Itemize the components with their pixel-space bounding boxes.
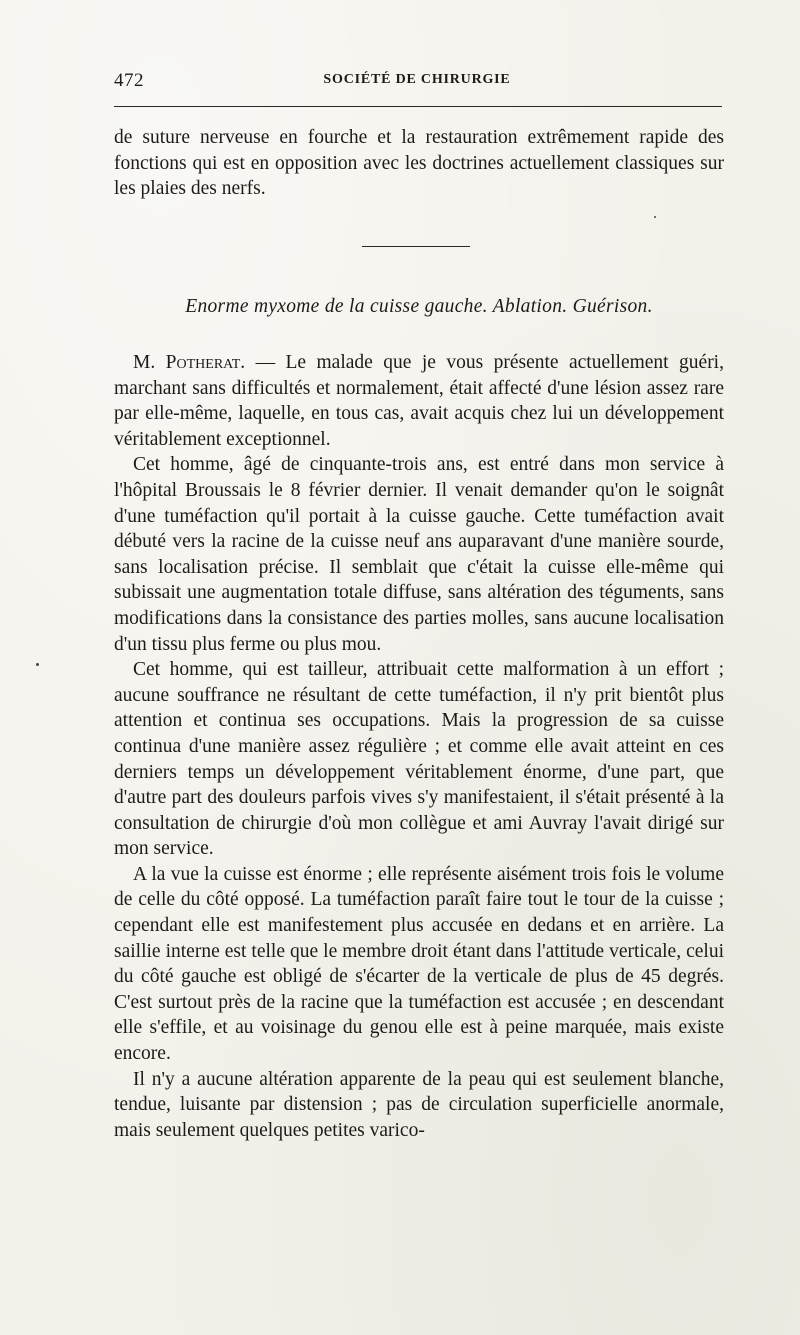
header-rule (114, 106, 722, 107)
paragraph-1 (114, 350, 724, 452)
running-head (114, 70, 720, 92)
intro-block (114, 125, 724, 202)
paragraph-2: Cet homme, âgé de cinquante-trois ans, est entré dans mon service à l'hôpital Broussais le 8 février dernier. Il venait demander qu'on le soignât d'une tuméfaction qu'il portait à la cuisse gauche. Cette tuméfaction avait débuté vers la racine de la cuisse neuf ans auparavant d'une manière sourde, sans localisation précise. Il semblait que c'était la cuisse elle-même qui subissait une augmentation totale diffuse, sans altération des téguments, sans modifications dans la consistance des parties molles, sans aucune localisation d'un tissu plus ferme ou plus mou. (114, 454, 724, 655)
print-speck (654, 216, 656, 218)
print-speck (36, 663, 39, 666)
intro-paragraph: de suture nerveuse en fourche et la restauration extrêmement rapide des fonctions qui est en opposition avec les doctrines actuellement classiques sur les plaies des nerfs. (114, 127, 724, 200)
section-body (114, 350, 724, 1143)
speaker-name: M. Potherat. (133, 352, 246, 373)
paragraph-5: Il n'y a aucune altération apparente de la peau qui est seulement blanche, tendue, luisante par distension ; pas de circulation superficielle anormale, mais seulement quelques petites varico- (114, 1068, 724, 1141)
section-separator-rule (362, 246, 470, 247)
running-title: SOCIÉTÉ DE CHIRURGIE (323, 72, 511, 87)
section-title: Enorme myxome de la cuisse gauche. Ablation. Guérison. (185, 296, 653, 317)
paragraph-4: A la vue la cuisse est énorme ; elle représente aisément trois fois le volume de celle du côté opposé. La tuméfaction paraît faire tout le tour de la cuisse ; cependant elle est manifestement plus accusée en dedans et en arrière. La saillie interne est telle que le membre droit étant dans l'attitude verticale, celui du côté gauche est obligé de s'écarter de la verticale de plus de 45 degrés. C'est surtout près de la racine que la tuméfaction est accusée ; en descendant elle s'effile, et au voisinage du genou elle est à peine marquée, mais existe encore. (114, 863, 724, 1065)
paragraph-1-text: — Le malade que je vous présente actuellement guéri, marchant sans difficultés et normalement, était affecté d'une lésion assez rare par elle-même, laquelle, en tous cas, avait acquis chez lui un développement véritablement exceptionnel. (114, 352, 724, 450)
paragraph-3: Cet homme, qui est tailleur, attribuait cette malformation à un effort ; aucune souffrance ne résultant de cette tuméfaction, il n'y prit bientôt plus attention et continua ses occupations. Mais la progression de sa cuisse continua d'une manière assez régulière ; et comme elle avait atteint en ces derniers temps un développement véritablement énorme, d'une part, que d'autre part des douleurs parfois vives s'y manifestaient, il s'était présenté à la consultation de chirurgie d'où mon collègue et ami Auvray l'avait dirigé sur mon service. (114, 659, 724, 860)
page-number: 472 (114, 70, 144, 91)
